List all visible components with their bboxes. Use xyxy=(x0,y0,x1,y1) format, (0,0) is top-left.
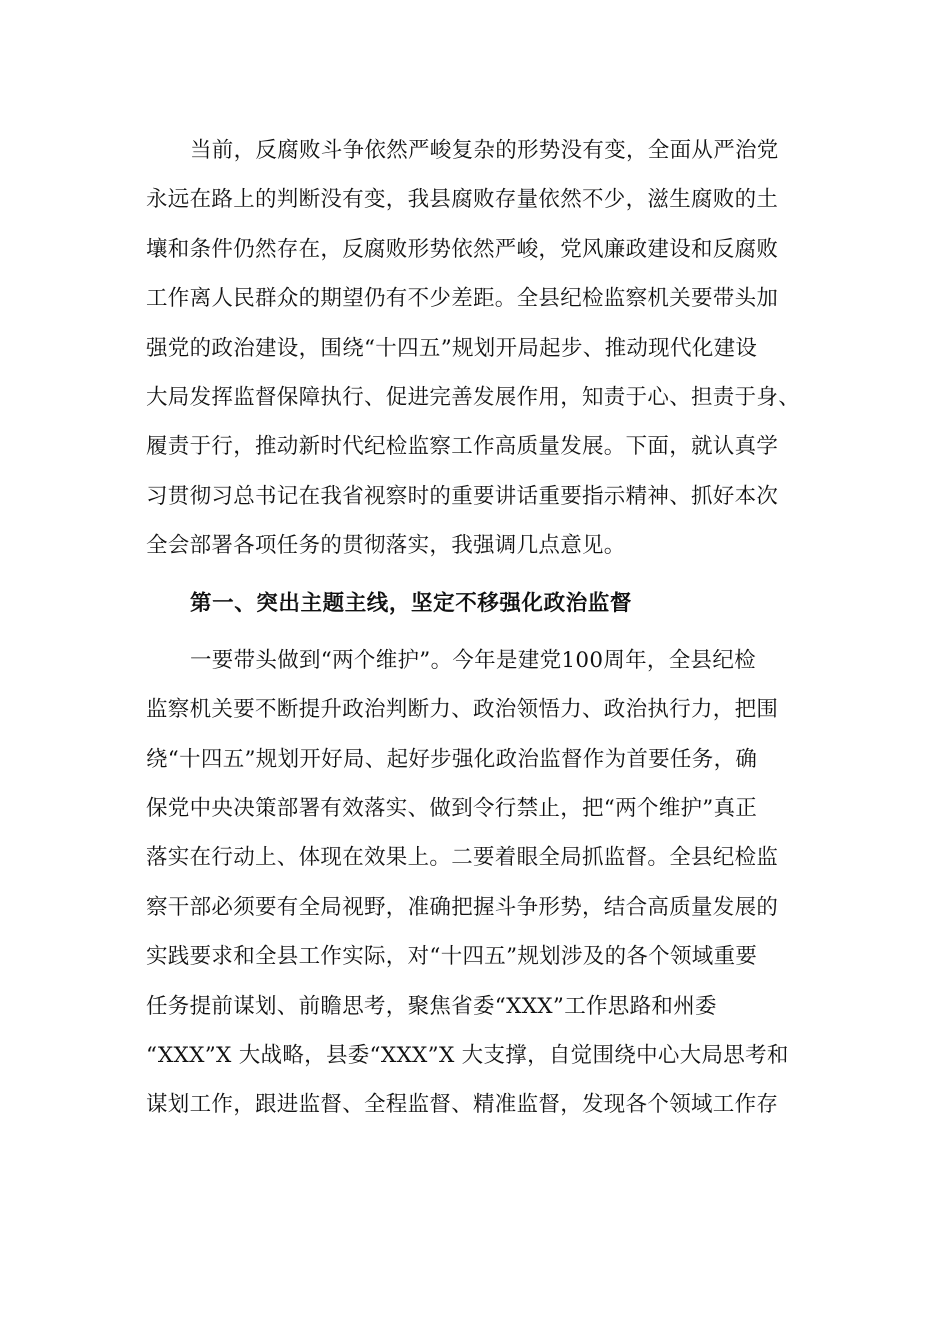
paragraph-line: 一要带头做到“两个维护”。今年是建党100周年，全县纪检 xyxy=(190,647,756,673)
paragraph-gap xyxy=(146,571,806,579)
paragraph-line: 大局发挥监督保障执行、促进完善发展作用，知责于心、担责于身、 xyxy=(146,384,801,410)
paragraph-section-one xyxy=(146,636,806,1130)
paragraph-line: 习贯彻习总书记在我省视察时的重要讲话重要指示精神、抓好本次 xyxy=(146,483,779,509)
paragraph-line: 强党的政治建设，围绕“十四五”规划开局起步、推动现代化建设 xyxy=(146,335,758,361)
document-body xyxy=(146,126,806,1130)
paragraph-line: 绕“十四五”规划开好局、起好步强化政治监督作为首要任务，确 xyxy=(146,746,758,772)
paragraph-line: 察干部必须要有全局视野，准确把握斗争形势，结合高质量发展的 xyxy=(146,894,779,920)
paragraph-line: 履责于行，推动新时代纪检监察工作高质量发展。下面，就认真学 xyxy=(146,434,779,460)
paragraph-line: 保党中央决策部署有效落实、做到令行禁止，把“两个维护”真正 xyxy=(146,796,758,822)
paragraph-line: 工作离人民群众的期望仍有不少差距。全县纪检监察机关要带头加 xyxy=(146,286,779,312)
paragraph-line: 落实在行动上、体现在效果上。二要着眼全局抓监督。全县纪检监 xyxy=(146,845,779,871)
paragraph-intro xyxy=(146,126,806,571)
paragraph-line: 实践要求和全县工作实际，对“十四五”规划涉及的各个领域重要 xyxy=(146,944,758,970)
paragraph-line: 壤和条件仍然存在，反腐败形势依然严峻，党风廉政建设和反腐败 xyxy=(146,236,779,262)
paragraph-line: 永远在路上的判断没有变，我县腐败存量依然不少，滋生腐败的土 xyxy=(146,187,779,213)
paragraph-line: 任务提前谋划、前瞻思考，聚焦省委“XXX”工作思路和州委 xyxy=(146,993,717,1019)
paragraph-line: 当前，反腐败斗争依然严峻复杂的形势没有变，全面从严治党 xyxy=(190,138,779,163)
paragraph-line: 全会部署各项任务的贯彻落实，我强调几点意见。 xyxy=(146,533,626,559)
paragraph-line: 监察机关要不断提升政治判断力、政治领悟力、政治执行力，把围 xyxy=(146,697,779,723)
paragraph-line: 谋划工作，跟进监督、全程监督、精准监督，发现各个领域工作存 xyxy=(146,1092,779,1118)
paragraph-gap xyxy=(146,628,806,636)
section-heading: 第一、突出主题主线，坚定不移强化政治监督 xyxy=(190,590,633,616)
paragraph-line: “XXX”X 大战略，县委“XXX”X 大支撑，自觉围绕中心大局思考和 xyxy=(146,1043,789,1069)
